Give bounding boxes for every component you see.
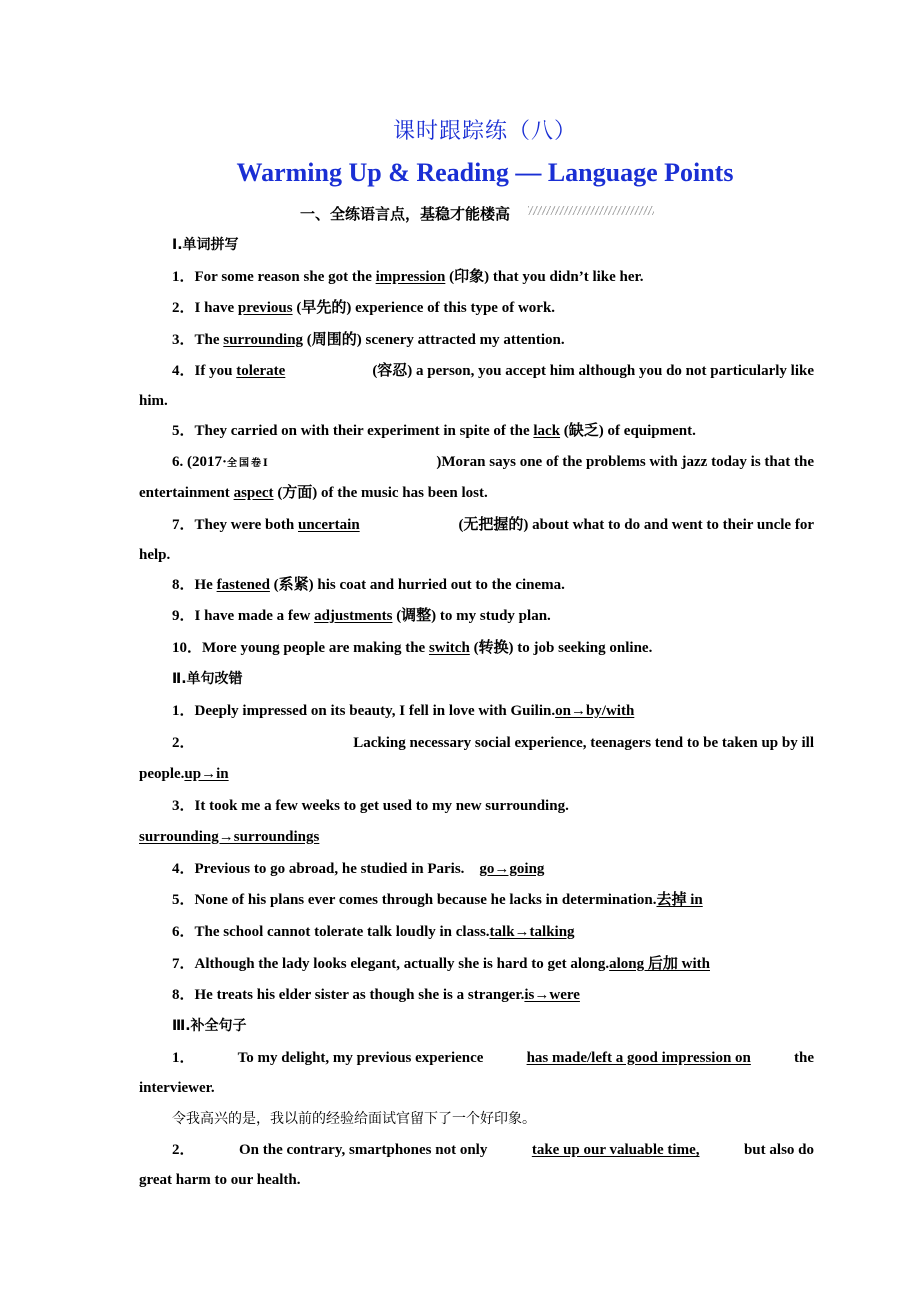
answer: aspect (233, 485, 274, 501)
page-title-cn: 课时跟踪练（八） (392, 119, 577, 144)
section-heading: 一、全练语言点，基稳才能楼高 (300, 205, 511, 223)
part1-heading: Ⅰ.单词拼写 (172, 237, 239, 253)
part1-item-6: 6. (2017·全国卷Ⅰ )Moran says one of the problems with jazz today is that the (172, 454, 814, 470)
page-title-en: Warming Up & Reading — Language Points (236, 158, 734, 187)
answer: impression (375, 269, 446, 285)
part1-item-6-cont: entertainment aspect (方面) of the music has been lost. (139, 485, 488, 501)
part2-item-2-cont: people.up→in (139, 766, 229, 782)
part3-item-1-translation: 令我高兴的是，我以前的经验给面试官留下了一个好印象。 (172, 1111, 536, 1127)
part1-item-4: 4．If you tolerate (容忍) a person, you accept him although you do not particularly like (172, 363, 814, 379)
answer: surrounding (223, 332, 304, 348)
part2-item-2: 2． Lacking necessary social experience, teenagers tend to be taken up by ill (172, 735, 814, 751)
answer: up→in (184, 766, 229, 782)
answer: uncertain (298, 517, 360, 533)
answer: 去掉 in (656, 892, 703, 908)
answer: lack (533, 423, 561, 439)
part1-item-7: 7．They were both uncertain (无把握的) about what to do and went to their uncle for (172, 517, 814, 533)
answer: on→by/with (555, 703, 635, 719)
part1-item-5: 5．They carried on with their experiment in spite of the lack (缺乏) of equipment. (172, 423, 696, 439)
part2-item-3: 3．It took me a few weeks to get used to my new surrounding. (172, 798, 569, 814)
answer: along 后加 with (609, 956, 710, 972)
part2-item-7: 7．Although the lady looks elegant, actually she is hard to get along.along 后加 with (172, 956, 710, 972)
answer: surrounding→surroundings (139, 829, 320, 845)
part3-heading: Ⅲ.补全句子 (172, 1018, 247, 1034)
answer: has made/left a good impression on (526, 1050, 751, 1066)
part2-item-6: 6．The school cannot tolerate talk loudly in class.talk→talking (172, 924, 575, 940)
part3-item-1-cont: interviewer. (139, 1080, 215, 1096)
part1-item-9: 9．I have made a few adjustments (调整) to my study plan. (172, 608, 551, 624)
part3-item-2-cont: great harm to our health. (139, 1172, 301, 1188)
part1-item-8: 8．He fastened (系紧) his coat and hurried out to the cinema. (172, 577, 565, 593)
answer: is→were (524, 987, 580, 1003)
decorative-hatch (528, 206, 654, 215)
answer: tolerate (236, 363, 286, 379)
part3-item-2: 2． On the contrary, smartphones not only take up our valuable time, but also do (172, 1142, 814, 1158)
answer: talk→talking (489, 924, 575, 940)
part1-item-3: 3．The surrounding (周围的) scenery attracted my attention. (172, 332, 565, 348)
part3-item-1: 1． To my delight, my previous experience has made/left a good impression on the (172, 1050, 814, 1066)
answer: previous (237, 300, 293, 316)
part2-item-8: 8．He treats his elder sister as though she is a stranger.is→were (172, 987, 580, 1003)
answer: fastened (216, 577, 270, 593)
part1-item-2: 2．I have previous (早先的) experience of this type of work. (172, 300, 556, 316)
answer: take up our valuable time, (531, 1142, 700, 1158)
part2-item-4: 4．Previous to go abroad, he studied in Paris. go→going (172, 861, 545, 877)
part2-item-3-answer (139, 827, 781, 847)
source-label: 全国卷Ⅰ (227, 458, 270, 469)
part2-item-1: 1．Deeply impressed on its beauty, I fell in love with Guilin.on→by/with (172, 703, 635, 719)
answer: switch (428, 640, 470, 656)
part2-heading: Ⅱ.单句改错 (172, 671, 243, 687)
part1-item-7-cont: help. (139, 547, 171, 563)
answer: adjustments (314, 608, 393, 624)
part1-item-4-cont: him. (139, 393, 168, 409)
part1-item-10: 10．More young people are making the switch (转换) to job seeking online. (172, 640, 653, 656)
answer: go→going (479, 861, 545, 877)
part1-item-1: 1．For some reason she got the impression (印象) that you didn’t like her. (172, 269, 644, 285)
part2-item-5: 5．None of his plans ever comes through because he lacks in determination.去掉 in (172, 892, 703, 908)
